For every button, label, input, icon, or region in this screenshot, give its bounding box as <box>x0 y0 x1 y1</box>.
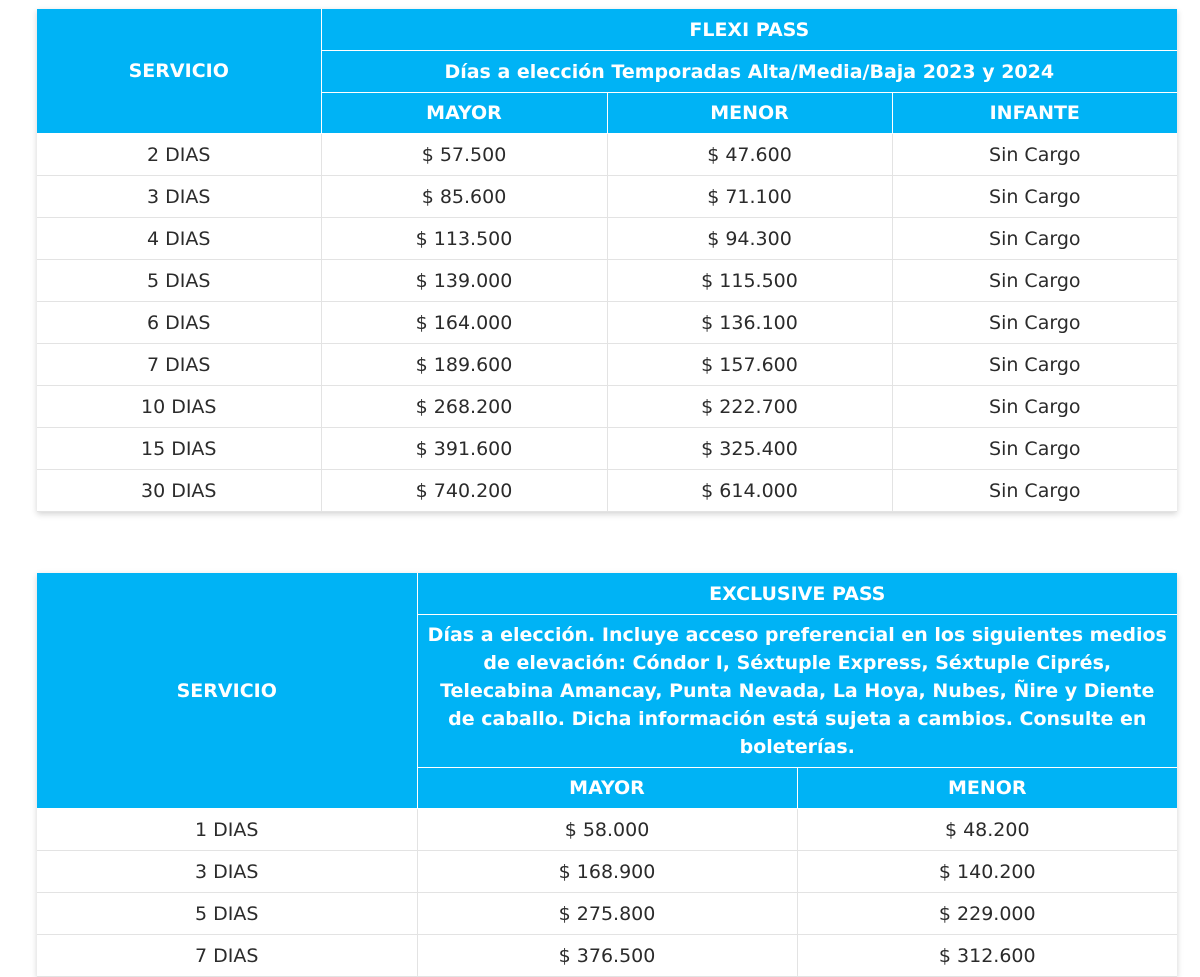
flexi-cell-mayor: $ 57.500 <box>321 134 607 176</box>
table-row <box>37 344 1177 386</box>
flexi-cell-menor: $ 325.400 <box>607 428 892 470</box>
flexi-cell-mayor: $ 113.500 <box>321 218 607 260</box>
exclusive-cell-menor: $ 312.600 <box>797 935 1177 977</box>
exclusive-service-header: SERVICIO <box>37 573 417 809</box>
flexi-cell-infante: Sin Cargo <box>892 260 1177 302</box>
table-row <box>37 851 1177 893</box>
exclusive-cell-mayor: $ 58.000 <box>417 809 797 851</box>
flexi-cell-menor: $ 157.600 <box>607 344 892 386</box>
flexi-cell-menor: $ 115.500 <box>607 260 892 302</box>
flexi-cell-menor: $ 47.600 <box>607 134 892 176</box>
flexi-cell-menor: $ 136.100 <box>607 302 892 344</box>
table-row <box>37 935 1177 977</box>
flexi-cell-mayor: $ 164.000 <box>321 302 607 344</box>
table-row <box>37 386 1177 428</box>
flexi-title: FLEXI PASS <box>321 9 1177 51</box>
flexi-cell-service: 6 DIAS <box>37 302 321 344</box>
table-row <box>37 134 1177 176</box>
flexi-cell-menor: $ 614.000 <box>607 470 892 512</box>
flexi-cell-infante: Sin Cargo <box>892 302 1177 344</box>
flexi-cell-service: 4 DIAS <box>37 218 321 260</box>
table-row <box>37 428 1177 470</box>
flexi-cell-mayor: $ 268.200 <box>321 386 607 428</box>
flexi-pass-table <box>37 9 1177 512</box>
flexi-cell-mayor: $ 139.000 <box>321 260 607 302</box>
flexi-cell-service: 3 DIAS <box>37 176 321 218</box>
exclusive-col-menor: MENOR <box>797 768 1177 809</box>
flexi-cell-infante: Sin Cargo <box>892 386 1177 428</box>
flexi-cell-service: 15 DIAS <box>37 428 321 470</box>
table-row <box>37 176 1177 218</box>
flexi-col-menor: MENOR <box>607 93 892 134</box>
flexi-cell-menor: $ 94.300 <box>607 218 892 260</box>
flexi-cell-service: 5 DIAS <box>37 260 321 302</box>
table-row <box>37 302 1177 344</box>
exclusive-cell-mayor: $ 376.500 <box>417 935 797 977</box>
exclusive-cell-menor: $ 140.200 <box>797 851 1177 893</box>
table-row <box>37 809 1177 851</box>
flexi-cell-infante: Sin Cargo <box>892 344 1177 386</box>
flexi-cell-infante: Sin Cargo <box>892 176 1177 218</box>
table-row <box>37 260 1177 302</box>
flexi-cell-mayor: $ 85.600 <box>321 176 607 218</box>
flexi-cell-mayor: $ 189.600 <box>321 344 607 386</box>
flexi-cell-menor: $ 222.700 <box>607 386 892 428</box>
exclusive-cell-service: 1 DIAS <box>37 809 417 851</box>
flexi-cell-service: 2 DIAS <box>37 134 321 176</box>
flexi-cell-infante: Sin Cargo <box>892 470 1177 512</box>
table-row <box>37 893 1177 935</box>
flexi-col-infante: INFANTE <box>892 93 1177 134</box>
table-row <box>37 470 1177 512</box>
flexi-cell-infante: Sin Cargo <box>892 428 1177 470</box>
exclusive-cell-mayor: $ 275.800 <box>417 893 797 935</box>
flexi-col-mayor: MAYOR <box>321 93 607 134</box>
exclusive-cell-menor: $ 48.200 <box>797 809 1177 851</box>
flexi-cell-service: 10 DIAS <box>37 386 321 428</box>
exclusive-cell-service: 3 DIAS <box>37 851 417 893</box>
flexi-cell-service: 7 DIAS <box>37 344 321 386</box>
flexi-subtitle: Días a elección Temporadas Alta/Media/Baja 2023 y 2024 <box>321 51 1177 93</box>
table-row <box>37 218 1177 260</box>
exclusive-pass-table <box>37 573 1177 977</box>
flexi-cell-service: 30 DIAS <box>37 470 321 512</box>
exclusive-col-mayor: MAYOR <box>417 768 797 809</box>
exclusive-cell-menor: $ 229.000 <box>797 893 1177 935</box>
flexi-cell-mayor: $ 391.600 <box>321 428 607 470</box>
exclusive-cell-mayor: $ 168.900 <box>417 851 797 893</box>
flexi-service-header: SERVICIO <box>37 9 321 134</box>
flexi-cell-infante: Sin Cargo <box>892 134 1177 176</box>
exclusive-description: Días a elección. Incluye acceso preferencial en los siguientes medios de elevación: Cóndor I, Séxtuple Express, Séxtuple Ciprés, Telecabina Amancay, Punta Nevada, La Hoya, Nubes, Ñire y Diente de caballo. Dicha información está sujeta a cambios. Consulte en boleterías. <box>417 615 1177 768</box>
flexi-cell-infante: Sin Cargo <box>892 218 1177 260</box>
exclusive-cell-service: 7 DIAS <box>37 935 417 977</box>
exclusive-cell-service: 5 DIAS <box>37 893 417 935</box>
exclusive-title: EXCLUSIVE PASS <box>417 573 1177 615</box>
flexi-cell-mayor: $ 740.200 <box>321 470 607 512</box>
flexi-cell-menor: $ 71.100 <box>607 176 892 218</box>
